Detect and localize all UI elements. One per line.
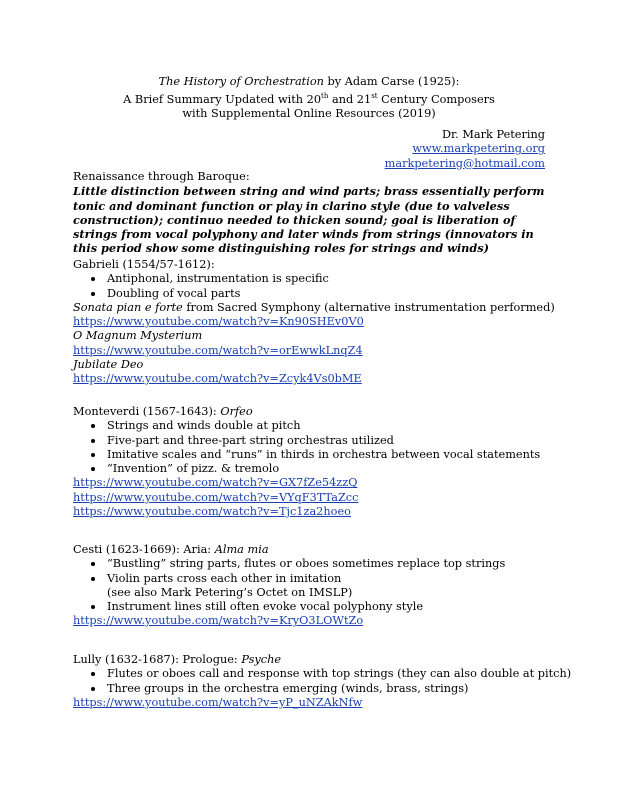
subtitle-line (0, 89, 618, 107)
bullet-item: “Invention” of pizz. & tremolo (73, 462, 553, 476)
bullet-item: Five-part and three-part string orchestras utilized (73, 434, 553, 448)
bullet-item: Three groups in the orchestra emerging (winds, brass, strings) (73, 682, 553, 696)
composer-label: Lully (1632-1687): Prologue: (73, 653, 242, 666)
superscript-st: st (371, 92, 378, 101)
bullet-item: Strings and winds double at pitch (73, 419, 553, 433)
work-description: from Sacred Symphony (alternative instrumentation performed) (182, 300, 555, 314)
bullet-item: Imitative scales and “runs” in thirds in orchestra between vocal statements (73, 448, 553, 462)
bullet-item: Doubling of vocal parts (73, 287, 553, 301)
youtube-link[interactable]: https://www.youtube.com/watch?v=KryO3LOWtZo (73, 614, 364, 628)
youtube-link[interactable]: https://www.youtube.com/watch?v=Tjc1za2hoeo (73, 505, 351, 519)
work-title: Jubilate Deo (73, 358, 144, 372)
work-title: O Magnum Mysterium (73, 329, 203, 343)
section-heading (73, 543, 553, 557)
bullet-item: Antiphonal, instrumentation is specific (73, 272, 553, 286)
document-header (0, 75, 618, 122)
author-name: Dr. Mark Petering (441, 128, 545, 141)
bullet-continuation: (see also Mark Petering’s Octet on IMSLP) (107, 585, 353, 599)
subtitle-part-b: and 21 (328, 93, 372, 107)
bullet-item: Flutes or oboes call and response with top strings (they can also double at pitch) (73, 667, 553, 681)
work-title: Psyche (241, 653, 282, 666)
section-heading (73, 653, 553, 667)
youtube-link[interactable]: https://www.youtube.com/watch?v=Zcyk4Vs0bME (73, 372, 362, 386)
youtube-link[interactable]: https://www.youtube.com/watch?v=VYqF3TTaZcc (73, 490, 359, 504)
composer-label: Cesti (1623-1669): Aria: (73, 543, 215, 556)
work-title: Sonata pian e forte (73, 300, 183, 314)
youtube-link[interactable]: https://www.youtube.com/watch?v=GX7fZe54zzQ (73, 476, 358, 490)
period-heading: Renaissance through Baroque: (73, 170, 250, 183)
email-link[interactable]: markpetering@hotmail.com (384, 156, 545, 170)
book-title: The History of Orchestration (158, 75, 324, 88)
section-heading: Gabrieli (1554/57-1612): (73, 258, 215, 271)
bullet-item: Instrument lines still often evoke vocal polyphony style (73, 600, 553, 614)
section-cesti (73, 543, 553, 629)
subtitle-part-a: A Brief Summary Updated with 20 (123, 93, 322, 107)
subtitle-part-c: Century Composers (377, 93, 495, 107)
youtube-link[interactable]: https://www.youtube.com/watch?v=Kn90SHEv0V0 (73, 315, 364, 329)
youtube-link[interactable]: https://www.youtube.com/watch?v=orEwwkLnqZ4 (73, 343, 363, 357)
bullet-item: “Bustling” string parts, flutes or oboes sometimes replace top strings (73, 557, 553, 571)
author-block (385, 128, 545, 171)
section-heading (73, 405, 553, 419)
bullet-item: Violin parts cross each other in imitation (73, 572, 553, 586)
work-title: Orfeo (220, 405, 253, 418)
period-summary: Little distinction between string and wind parts; brass essentially perform tonic and dominant function or play in clarino style (due to valveless construction); continuo needed to thicken sound; goal is liberation of strings from vocal polyphony and later winds from strings (innovators in this period show some distinguishing roles for strings and winds) (73, 184, 545, 256)
subtitle-line-3: with Supplemental Online Resources (2019) (182, 107, 436, 121)
work-title: Alma mia (214, 543, 269, 556)
website-link[interactable]: www.markpetering.org (412, 142, 545, 156)
work-line (73, 301, 553, 315)
section-monteverdi (73, 405, 553, 519)
title-rest: by Adam Carse (1925): (323, 75, 460, 88)
period-section (73, 170, 553, 256)
youtube-link[interactable]: https://www.youtube.com/watch?v=yP_uNZAkNfw (73, 695, 363, 709)
section-gabrieli (73, 258, 553, 387)
title-line (0, 75, 618, 89)
section-lully (73, 653, 572, 710)
composer-label: Monteverdi (1567-1643): (73, 405, 221, 418)
superscript-th: th (321, 92, 329, 101)
